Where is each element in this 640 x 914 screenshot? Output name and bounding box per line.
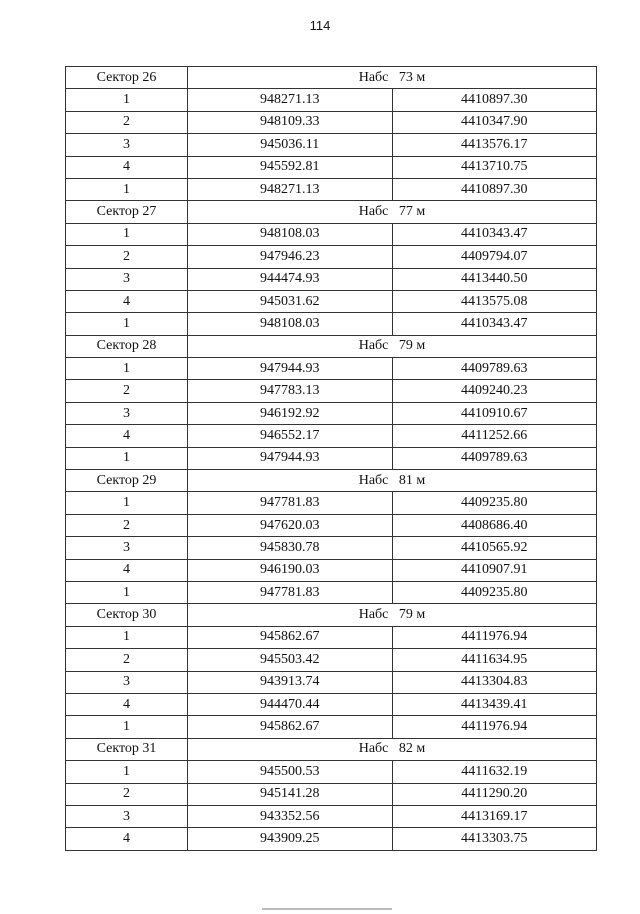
point-number: 3 <box>66 134 188 156</box>
sector-header-row <box>66 67 597 89</box>
coordinate-x: 947946.23 <box>188 246 393 268</box>
coordinate-x: 947944.93 <box>188 447 393 469</box>
coordinate-y: 4409789.63 <box>392 447 597 469</box>
coordinate-x: 946552.17 <box>188 425 393 447</box>
page-number: 114 <box>309 18 331 33</box>
table-row <box>66 313 597 335</box>
point-number: 4 <box>66 693 188 715</box>
coordinate-x: 943909.25 <box>188 828 393 850</box>
sector-header-row <box>66 201 597 223</box>
coordinate-y: 4409794.07 <box>392 246 597 268</box>
coordinate-x: 945862.67 <box>188 716 393 738</box>
table-row <box>66 693 597 715</box>
coordinate-y: 4409789.63 <box>392 358 597 380</box>
point-number: 4 <box>66 559 188 581</box>
point-number: 2 <box>66 649 188 671</box>
table-row <box>66 290 597 312</box>
point-number: 2 <box>66 514 188 536</box>
coordinate-x: 946192.92 <box>188 402 393 424</box>
point-number: 1 <box>66 223 188 245</box>
point-number: 4 <box>66 828 188 850</box>
coordinate-x: 947783.13 <box>188 380 393 402</box>
coordinate-x: 945031.62 <box>188 290 393 312</box>
coordinate-y: 4411632.19 <box>392 761 597 783</box>
coordinate-x: 947781.83 <box>188 492 393 514</box>
coordinate-x: 947781.83 <box>188 581 393 603</box>
point-number: 1 <box>66 492 188 514</box>
table-row <box>66 447 597 469</box>
coordinate-y: 4411976.94 <box>392 626 597 648</box>
sector-height: Набс 79 м <box>188 335 597 357</box>
point-number: 4 <box>66 425 188 447</box>
sector-header-row <box>66 470 597 492</box>
table-row <box>66 178 597 200</box>
coordinate-y: 4410897.30 <box>392 89 597 111</box>
point-number: 3 <box>66 537 188 559</box>
table-row <box>66 783 597 805</box>
table-row <box>66 581 597 603</box>
sector-label: Сектор 28 <box>66 335 188 357</box>
table-row <box>66 111 597 133</box>
coordinate-x: 944474.93 <box>188 268 393 290</box>
point-number: 1 <box>66 447 188 469</box>
table-row <box>66 223 597 245</box>
coordinate-x: 948109.33 <box>188 111 393 133</box>
coordinate-y: 4411634.95 <box>392 649 597 671</box>
coordinate-y: 4413710.75 <box>392 156 597 178</box>
coordinate-y: 4410343.47 <box>392 223 597 245</box>
coordinate-y: 4411290.20 <box>392 783 597 805</box>
sector-height: Набс 82 м <box>188 738 597 760</box>
table-row <box>66 134 597 156</box>
coordinate-x: 948271.13 <box>188 89 393 111</box>
coordinate-y: 4413169.17 <box>392 805 597 827</box>
coordinates-table-body <box>66 67 597 851</box>
sector-label: Сектор 30 <box>66 604 188 626</box>
point-number: 2 <box>66 111 188 133</box>
table-row <box>66 828 597 850</box>
table-row <box>66 671 597 693</box>
point-number: 2 <box>66 380 188 402</box>
sector-height: Набс 73 м <box>188 67 597 89</box>
coordinate-x: 943352.56 <box>188 805 393 827</box>
coordinate-x: 945592.81 <box>188 156 393 178</box>
sector-label: Сектор 31 <box>66 738 188 760</box>
coordinate-x: 946190.03 <box>188 559 393 581</box>
coordinate-x: 945503.42 <box>188 649 393 671</box>
coordinate-y: 4409235.80 <box>392 492 597 514</box>
scan-edge-mark <box>262 908 392 910</box>
point-number: 3 <box>66 268 188 290</box>
sector-header-row <box>66 738 597 760</box>
coordinate-y: 4413304.83 <box>392 671 597 693</box>
sector-height: Набс 79 м <box>188 604 597 626</box>
coordinate-y: 4410910.67 <box>392 402 597 424</box>
table-row <box>66 761 597 783</box>
coordinate-y: 4409235.80 <box>392 581 597 603</box>
coordinate-y: 4411252.66 <box>392 425 597 447</box>
sector-label: Сектор 26 <box>66 67 188 89</box>
point-number: 1 <box>66 89 188 111</box>
point-number: 2 <box>66 246 188 268</box>
coordinate-y: 4413576.17 <box>392 134 597 156</box>
point-number: 2 <box>66 783 188 805</box>
table-row <box>66 425 597 447</box>
coordinate-x: 948108.03 <box>188 223 393 245</box>
coordinate-x: 947944.93 <box>188 358 393 380</box>
coordinate-y: 4413575.08 <box>392 290 597 312</box>
table-row <box>66 649 597 671</box>
coordinate-y: 4410907.91 <box>392 559 597 581</box>
sector-header-row <box>66 335 597 357</box>
point-number: 3 <box>66 805 188 827</box>
coordinate-y: 4410347.90 <box>392 111 597 133</box>
table-row <box>66 514 597 536</box>
coordinate-x: 948108.03 <box>188 313 393 335</box>
table-row <box>66 537 597 559</box>
sector-height: Набс 77 м <box>188 201 597 223</box>
coordinate-y: 4411976.94 <box>392 716 597 738</box>
table-row <box>66 89 597 111</box>
point-number: 1 <box>66 581 188 603</box>
coordinate-y: 4413303.75 <box>392 828 597 850</box>
point-number: 1 <box>66 716 188 738</box>
table-row <box>66 626 597 648</box>
point-number: 1 <box>66 313 188 335</box>
sector-header-row <box>66 604 597 626</box>
table-row <box>66 716 597 738</box>
coordinate-y: 4408686.40 <box>392 514 597 536</box>
table-row <box>66 559 597 581</box>
point-number: 3 <box>66 671 188 693</box>
sector-height: Набс 81 м <box>188 470 597 492</box>
point-number: 1 <box>66 178 188 200</box>
coordinate-y: 4409240.23 <box>392 380 597 402</box>
table-row <box>66 246 597 268</box>
point-number: 4 <box>66 290 188 312</box>
coordinate-x: 947620.03 <box>188 514 393 536</box>
table-row <box>66 268 597 290</box>
coordinate-x: 945862.67 <box>188 626 393 648</box>
point-number: 3 <box>66 402 188 424</box>
coordinate-y: 4410343.47 <box>392 313 597 335</box>
sector-label: Сектор 27 <box>66 201 188 223</box>
coordinate-x: 945036.11 <box>188 134 393 156</box>
coordinate-x: 945830.78 <box>188 537 393 559</box>
table-row <box>66 402 597 424</box>
point-number: 1 <box>66 626 188 648</box>
coordinate-x: 944470.44 <box>188 693 393 715</box>
table-row <box>66 492 597 514</box>
sector-label: Сектор 29 <box>66 470 188 492</box>
point-number: 4 <box>66 156 188 178</box>
table-row <box>66 805 597 827</box>
coordinate-y: 4413440.50 <box>392 268 597 290</box>
coordinate-y: 4410565.92 <box>392 537 597 559</box>
table-row <box>66 358 597 380</box>
point-number: 1 <box>66 358 188 380</box>
coordinate-y: 4410897.30 <box>392 178 597 200</box>
table-row <box>66 380 597 402</box>
coordinate-y: 4413439.41 <box>392 693 597 715</box>
coordinate-x: 945141.28 <box>188 783 393 805</box>
coordinates-table <box>65 66 597 851</box>
coordinate-x: 945500.53 <box>188 761 393 783</box>
coordinate-x: 943913.74 <box>188 671 393 693</box>
point-number: 1 <box>66 761 188 783</box>
table-row <box>66 156 597 178</box>
coordinate-x: 948271.13 <box>188 178 393 200</box>
